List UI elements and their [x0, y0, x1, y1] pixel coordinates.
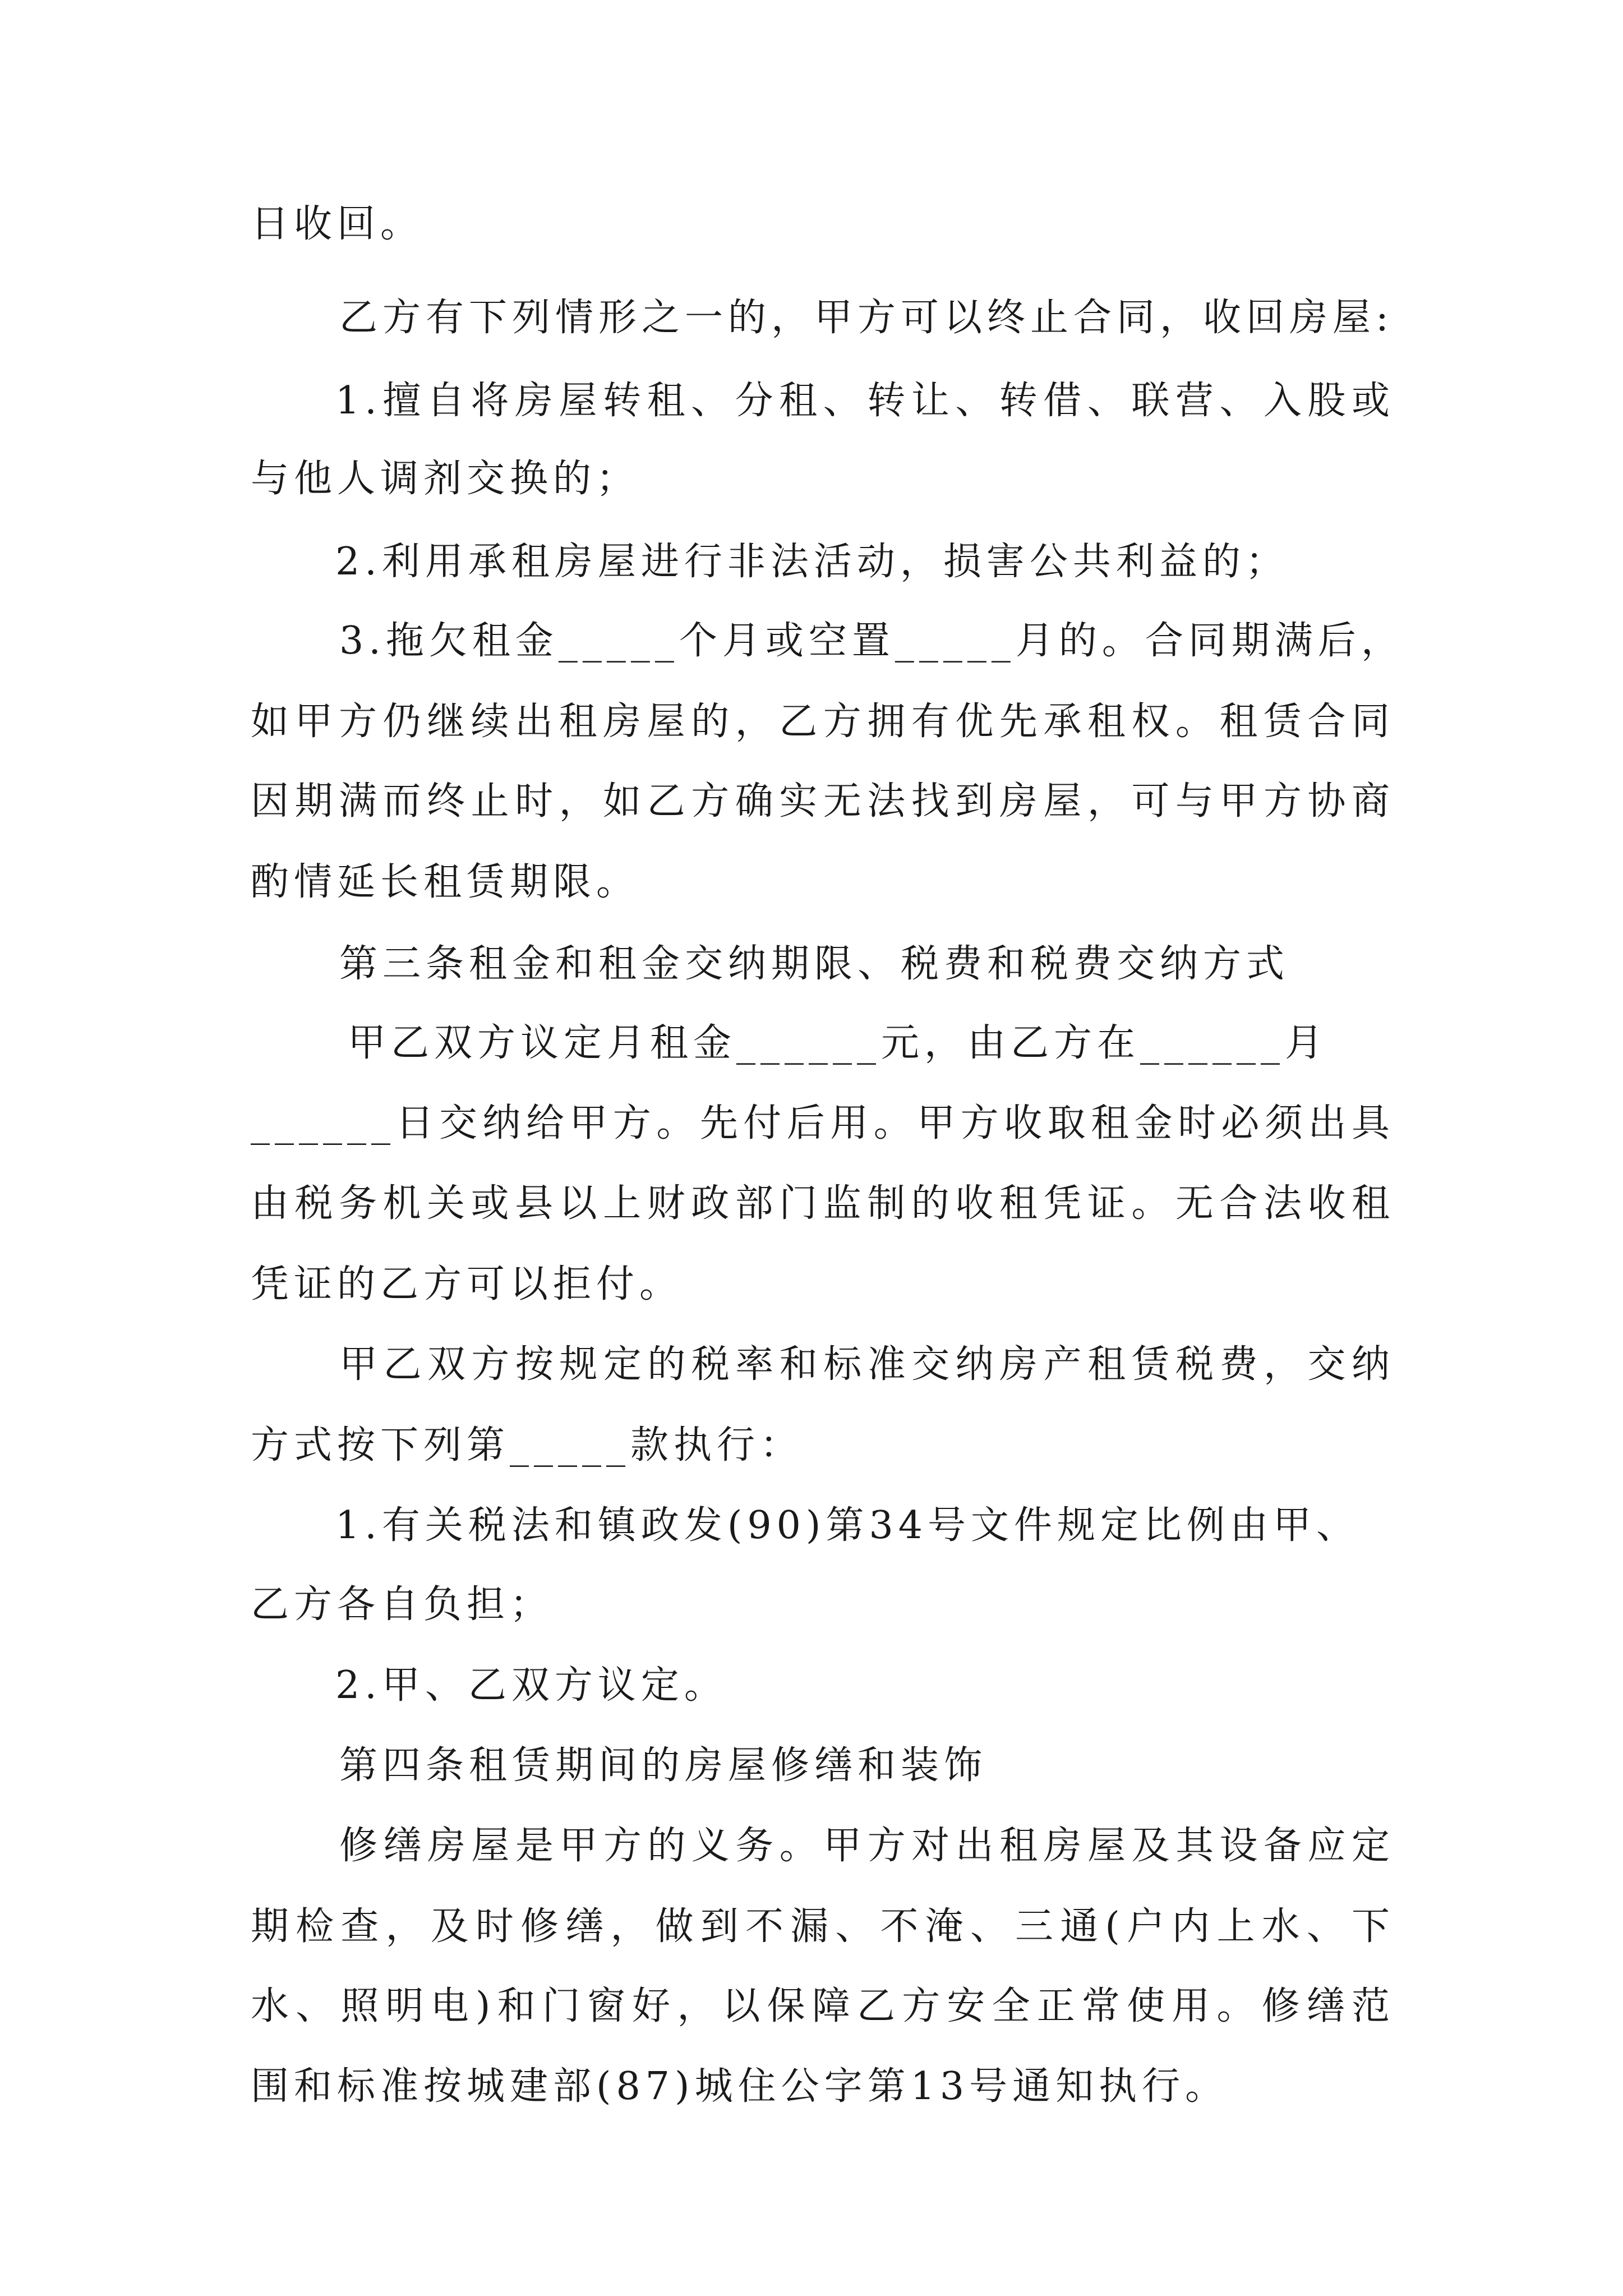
text-line: 与他人调剂交换的； [251, 457, 640, 501]
section-heading: 第四条租赁期间的房屋修缮和装饰 [339, 1743, 988, 1788]
text-line: 修缮房屋是甲方的义务。甲方对出租房屋及其设备应定 [339, 1824, 1395, 1868]
text-line: 由税务机关或县以上财政部门监制的收租凭证。无合法收租 [251, 1181, 1395, 1226]
text-line: 甲乙双方按规定的税率和标准交纳房产租赁税费，交纳 [339, 1342, 1395, 1387]
text-line: 乙方有下列情形之一的，甲方可以终止合同，收回房屋: [339, 296, 1394, 340]
text-line: 围和标准按城建部(87)城住公字第13号通知执行。 [251, 2064, 1229, 2109]
section-heading: 第三条租金和租金交纳期限、税费和税费交纳方式 [339, 942, 1290, 986]
text-line: 1.擅自将房屋转租、分租、转让、转借、联营、入股或 [335, 379, 1395, 423]
text-line: 甲乙双方议定月租金______元，由乙方在______月 [348, 1021, 1329, 1065]
text-line: 凭证的乙方可以拒付。 [251, 1262, 683, 1306]
text-line: 日收回。 [251, 202, 424, 246]
text-line: 1.有关税法和镇政发(90)第34号文件规定比例由甲、 [335, 1503, 1359, 1548]
text-line: 3.拖欠租金_____个月或空置_____月的。合同期满后， [339, 619, 1404, 663]
text-line: 方式按下列第_____款执行： [251, 1423, 804, 1467]
text-line: 2.利用承租房屋进行非法活动，损害公共利益的； [335, 540, 1289, 584]
text-line: 酌情延长租赁期限。 [251, 860, 640, 904]
text-line: 如甲方仍继续出租房屋的，乙方拥有优先承租权。租赁合同 [251, 700, 1395, 744]
text-line: 乙方各自负担； [251, 1582, 554, 1627]
text-line: 期检查，及时修缮，做到不漏、不淹、三通(户内上水、下 [251, 1904, 1395, 1949]
text-line: 水、照明电)和门窗好，以保障乙方安全正常使用。修缮范 [251, 1984, 1395, 2028]
text-line: ______日交纳给甲方。先付后用。甲方收取租金时必须出具 [251, 1101, 1395, 1145]
text-line: 因期满而终止时，如乙方确实无法找到房屋，可与甲方协商 [251, 779, 1395, 823]
text-line: 2.甲、乙双方议定。 [335, 1663, 727, 1708]
